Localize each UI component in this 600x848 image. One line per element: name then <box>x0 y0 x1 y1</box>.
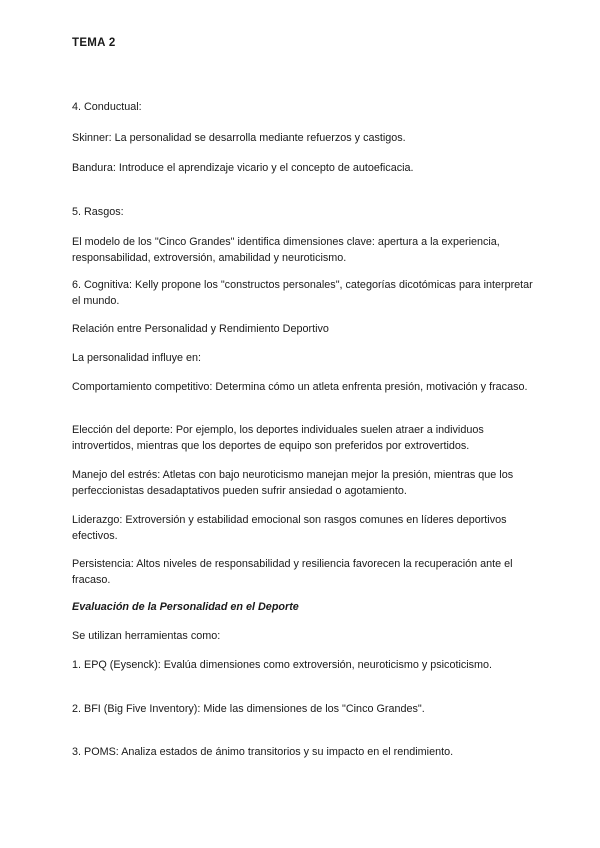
paragraph-cognitiva: 6. Cognitiva: Kelly propone los "constructos personales", categorías dicotómicas para interpretar el mundo. <box>72 279 533 307</box>
list-item-bfi: 2. BFI (Big Five Inventory): Mide las dimensiones de los "Cinco Grandes". <box>72 703 425 715</box>
paragraph-skinner: Skinner: La personalidad se desarrolla mediante refuerzos y castigos. <box>72 132 406 144</box>
paragraph-persistencia: Persistencia: Altos niveles de responsabilidad y resiliencia favorecen la recuperación ante el fracaso. <box>72 558 513 586</box>
section-conductual-heading: 4. Conductual: <box>72 101 142 113</box>
list-item-poms: 3. POMS: Analiza estados de ánimo transitorios y su impacto en el rendimiento. <box>72 746 454 758</box>
document-title: TEMA 2 <box>72 37 116 49</box>
section-evaluacion-heading: Evaluación de la Personalidad en el Deporte <box>72 601 299 613</box>
paragraph-estres: Manejo del estrés: Atletas con bajo neuroticismo manejan mejor la presión, mientras que los perfeccionistas desadaptativos pueden sufrir ansiedad o agotamiento. <box>72 469 514 497</box>
paragraph-comportamiento: Comportamiento competitivo: Determina cómo un atleta enfrenta presión, motivación y fracaso. <box>72 381 528 393</box>
paragraph-eleccion: Elección del deporte: Por ejemplo, los deportes individuales suelen atraer a individuos introvertidos, mientras que los deportes de equipo son preferidos por extrovertidos. <box>72 424 484 452</box>
paragraph-liderazgo: Liderazgo: Extroversión y estabilidad emocional son rasgos comunes en líderes deportivos efectivos. <box>72 514 507 542</box>
paragraph-influye: La personalidad influye en: <box>72 352 202 364</box>
paragraph-bandura: Bandura: Introduce el aprendizaje vicario y el concepto de autoeficacia. <box>72 162 414 174</box>
section-relacion-heading: Relación entre Personalidad y Rendimiento Deportivo <box>72 323 329 335</box>
section-rasgos-heading: 5. Rasgos: <box>72 206 124 218</box>
list-item-epq: 1. EPQ (Eysenck): Evalúa dimensiones como extroversión, neuroticismo y psicoticismo. <box>72 659 493 671</box>
paragraph-herramientas: Se utilizan herramientas como: <box>72 630 221 642</box>
paragraph-cinco-grandes: El modelo de los "Cinco Grandes" identifica dimensiones clave: apertura a la experiencia, responsabilidad, extroversión, amabilidad y neuroticismo. <box>72 236 500 264</box>
